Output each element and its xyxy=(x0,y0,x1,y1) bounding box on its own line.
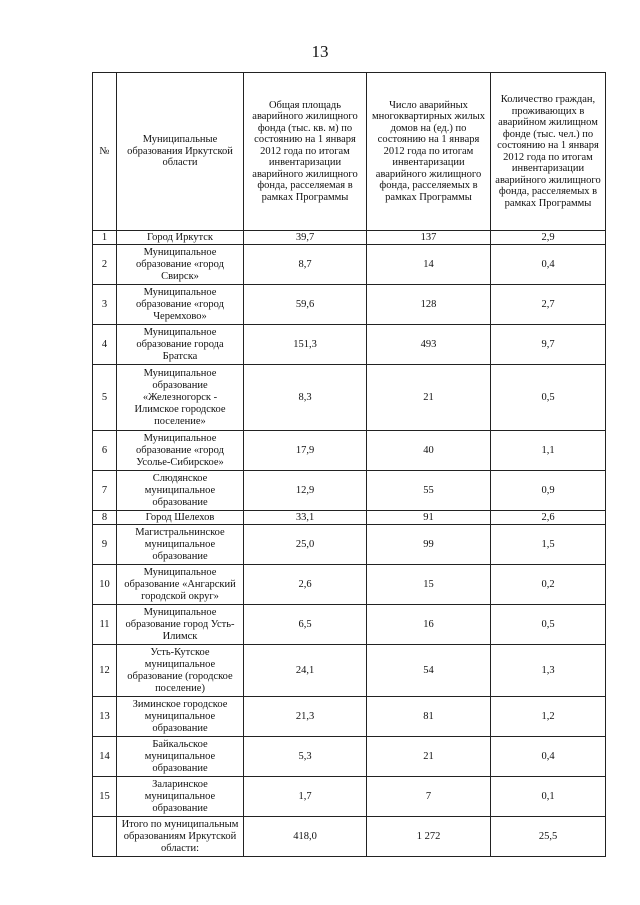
row-houses: 40 xyxy=(367,431,491,471)
row-num: 2 xyxy=(93,245,117,285)
row-municipality: Магистральнинское муниципальное образование xyxy=(117,525,244,565)
row-num: 10 xyxy=(93,565,117,605)
row-houses: 21 xyxy=(367,737,491,777)
table-row xyxy=(93,325,606,365)
row-citizens: 2,6 xyxy=(491,511,606,525)
row-municipality: Город Иркутск xyxy=(117,231,244,245)
row-municipality: Усть-Кутское муниципальное образование (городское поселение) xyxy=(117,645,244,697)
header-area: Общая площадь аварийного жилищного фонда (тыс. кв. м) по состоянию на 1 января 2012 года по итогам инвентаризации аварийного жилищного фонда, расселяемая в рамках Программы xyxy=(244,73,367,231)
table-row xyxy=(93,285,606,325)
row-houses: 15 xyxy=(367,565,491,605)
header-municipality: Муниципальные образования Иркутской области xyxy=(117,73,244,231)
row-municipality: Муниципальное образование «город Свирск» xyxy=(117,245,244,285)
table-row xyxy=(93,245,606,285)
row-houses: 7 xyxy=(367,777,491,817)
row-area: 24,1 xyxy=(244,645,367,697)
total-row xyxy=(93,817,606,857)
row-citizens: 2,7 xyxy=(491,285,606,325)
row-area: 33,1 xyxy=(244,511,367,525)
row-houses: 54 xyxy=(367,645,491,697)
housing-table xyxy=(92,72,606,857)
row-num: 5 xyxy=(93,365,117,431)
row-citizens: 0,4 xyxy=(491,245,606,285)
page-number: 13 xyxy=(311,42,329,61)
row-municipality: Город Шелехов xyxy=(117,511,244,525)
header-citizens: Количество граждан, проживающих в аварийном жилищном фонде (тыс. чел.) по состоянию на 1 января 2012 года по итогам инвентаризации аварийного жилищного фонда, расселяемых в рамках Программы xyxy=(491,73,606,231)
row-num: 13 xyxy=(93,697,117,737)
total-citizens: 25,5 xyxy=(491,817,606,857)
row-citizens: 1,3 xyxy=(491,645,606,697)
row-houses: 21 xyxy=(367,365,491,431)
row-municipality: Муниципальное образование города Братска xyxy=(117,325,244,365)
row-num: 14 xyxy=(93,737,117,777)
row-area: 1,7 xyxy=(244,777,367,817)
total-label: Итого по муниципальным образованиям Иркутской области: xyxy=(117,817,244,857)
row-area: 17,9 xyxy=(244,431,367,471)
row-municipality: Муниципальное образование «город Черемхово» xyxy=(117,285,244,325)
row-municipality: Муниципальное образование «Ангарский городской округ» xyxy=(117,565,244,605)
header-houses: Число аварийных многоквартирных жилых домов на (ед.) по состоянию на 1 января 2012 года по итогам инвентаризации аварийного жилищного фонда, расселяемых в рамках Программы xyxy=(367,73,491,231)
row-citizens: 0,5 xyxy=(491,365,606,431)
row-citizens: 0,5 xyxy=(491,605,606,645)
table-row xyxy=(93,365,606,431)
row-citizens: 1,1 xyxy=(491,431,606,471)
header-num: № xyxy=(93,73,117,231)
header-row xyxy=(93,73,606,231)
row-num: 1 xyxy=(93,231,117,245)
table-row xyxy=(93,565,606,605)
table-row xyxy=(93,231,606,245)
row-num: 15 xyxy=(93,777,117,817)
row-num: 8 xyxy=(93,511,117,525)
row-citizens: 9,7 xyxy=(491,325,606,365)
table-row xyxy=(93,605,606,645)
row-num: 12 xyxy=(93,645,117,697)
row-area: 2,6 xyxy=(244,565,367,605)
row-area: 25,0 xyxy=(244,525,367,565)
row-area: 8,3 xyxy=(244,365,367,431)
table-row xyxy=(93,431,606,471)
row-houses: 55 xyxy=(367,471,491,511)
row-num: 11 xyxy=(93,605,117,645)
row-houses: 137 xyxy=(367,231,491,245)
row-citizens: 1,5 xyxy=(491,525,606,565)
row-houses: 81 xyxy=(367,697,491,737)
row-municipality: Муниципальное образование «город Усолье-Сибирское» xyxy=(117,431,244,471)
table-row xyxy=(93,645,606,697)
row-citizens: 0,1 xyxy=(491,777,606,817)
table-row xyxy=(93,511,606,525)
row-area: 151,3 xyxy=(244,325,367,365)
row-area: 12,9 xyxy=(244,471,367,511)
row-houses: 91 xyxy=(367,511,491,525)
row-area: 8,7 xyxy=(244,245,367,285)
row-municipality: Муниципальное образование город Усть-Илимск xyxy=(117,605,244,645)
row-citizens: 0,4 xyxy=(491,737,606,777)
row-citizens: 1,2 xyxy=(491,697,606,737)
table-row xyxy=(93,697,606,737)
row-num: 7 xyxy=(93,471,117,511)
row-num: 4 xyxy=(93,325,117,365)
row-citizens: 0,2 xyxy=(491,565,606,605)
row-municipality: Байкальское муниципальное образование xyxy=(117,737,244,777)
row-area: 59,6 xyxy=(244,285,367,325)
row-area: 21,3 xyxy=(244,697,367,737)
total-area: 418,0 xyxy=(244,817,367,857)
row-num: 9 xyxy=(93,525,117,565)
row-houses: 14 xyxy=(367,245,491,285)
row-area: 39,7 xyxy=(244,231,367,245)
row-area: 6,5 xyxy=(244,605,367,645)
row-houses: 128 xyxy=(367,285,491,325)
row-municipality: Зиминское городское муниципальное образование xyxy=(117,697,244,737)
row-houses: 16 xyxy=(367,605,491,645)
table-row xyxy=(93,777,606,817)
row-municipality: Слюдянское муниципальное образование xyxy=(117,471,244,511)
row-num: 3 xyxy=(93,285,117,325)
table-row xyxy=(93,525,606,565)
row-municipality: Муниципальное образование «Железногорск - Илимское городское поселение» xyxy=(117,365,244,431)
row-citizens: 0,9 xyxy=(491,471,606,511)
row-citizens: 2,9 xyxy=(491,231,606,245)
total-houses: 1 272 xyxy=(367,817,491,857)
table-row xyxy=(93,471,606,511)
row-num: 6 xyxy=(93,431,117,471)
row-houses: 99 xyxy=(367,525,491,565)
row-municipality: Заларинское муниципальное образование xyxy=(117,777,244,817)
row-houses: 493 xyxy=(367,325,491,365)
table-row xyxy=(93,737,606,777)
total-num xyxy=(93,817,117,857)
row-area: 5,3 xyxy=(244,737,367,777)
